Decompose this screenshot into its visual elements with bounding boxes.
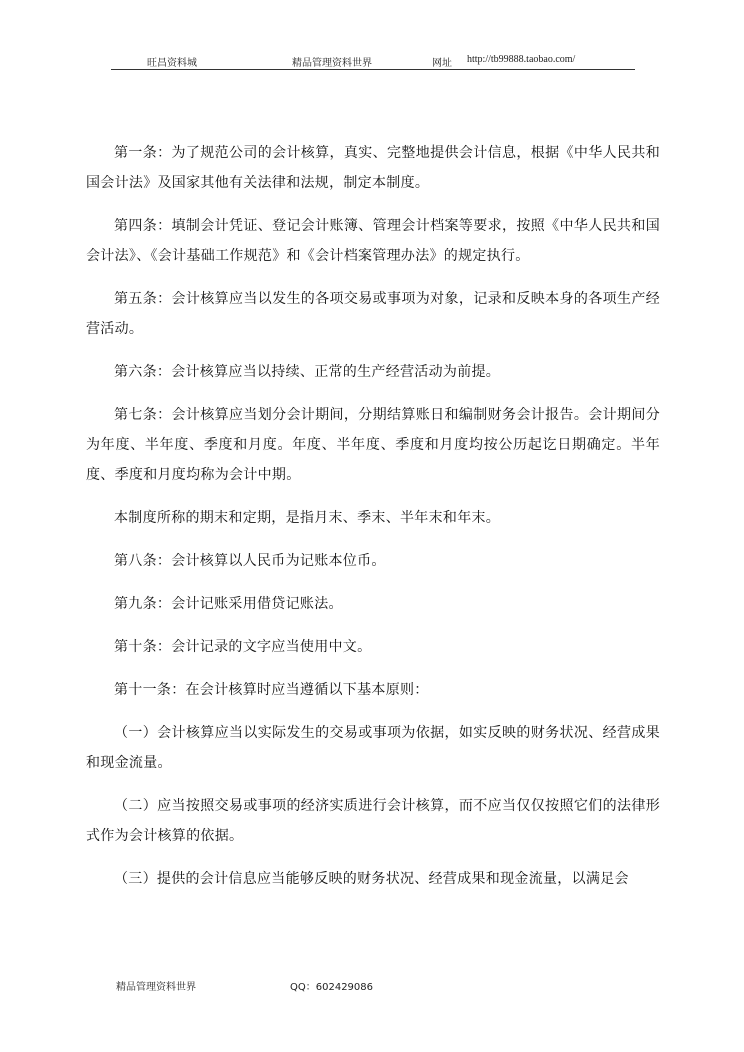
header-divider — [111, 69, 635, 70]
paragraph-article-9: 第九条：会计记账采用借贷记账法。 — [114, 596, 343, 612]
paragraph-principle-3: （三）提供的会计信息应当能够反映的财务状况、经营成果和现金流量，以满足会 — [114, 871, 629, 887]
paragraph-article-10: 第十条：会计记录的文字应当使用中文。 — [114, 639, 372, 655]
header-url-label: 网址 — [432, 58, 452, 69]
paragraph-principle-1: （一）会计核算应当以实际发生的交易或事项为依据，如实反映的财务状况、经营成果和现金流量。 — [86, 725, 660, 771]
paragraph-period-definition: 本制度所称的期末和定期，是指月末、季末、半年末和年末。 — [114, 510, 501, 526]
header-site-name: 旺昌资料城 — [147, 58, 197, 69]
document-body — [86, 138, 660, 907]
paragraph-article-4: 第四条：填制会计凭证、登记会计账簿、管理会计档案等要求，按照《中华人民共和国会计法》、《会计基础工作规范》和《会计档案管理办法》的规定执行。 — [86, 218, 660, 264]
page-header — [0, 54, 744, 70]
header-site-subtitle: 精品管理资料世界 — [292, 58, 372, 69]
paragraph-article-8: 第八条：会计核算以人民币为记账本位币。 — [114, 553, 386, 569]
header-url: http://tb99888.taobao.com/ — [467, 54, 576, 65]
paragraph-principle-2: （二）应当按照交易或事项的经济实质进行会计核算，而不应当仅仅按照它们的法律形式作为会计核算的依据。 — [86, 798, 660, 844]
page-footer — [0, 978, 744, 992]
paragraph-article-11: 第十一条：在会计核算时应当遵循以下基本原则： — [114, 682, 429, 698]
paragraph-article-5: 第五条：会计核算应当以发生的各项交易或事项为对象，记录和反映本身的各项生产经营活动。 — [86, 291, 660, 337]
paragraph-article-6: 第六条：会计核算应当以持续、正常的生产经营活动为前提。 — [114, 364, 501, 380]
paragraph-article-1: 第一条：为了规范公司的会计核算，真实、完整地提供会计信息，根据《中华人民共和国会计法》及国家其他有关法律和法规，制定本制度。 — [86, 145, 660, 191]
footer-qq: QQ：602429086 — [290, 982, 374, 993]
footer-site-name: 精品管理资料世界 — [116, 982, 196, 993]
paragraph-article-7: 第七条：会计核算应当划分会计期间，分期结算账日和编制财务会计报告。会计期间分为年度、半年度、季度和月度。年度、半年度、季度和月度均按公历起讫日期确定。半年度、季度和月度均称为会计中期。 — [86, 407, 660, 483]
